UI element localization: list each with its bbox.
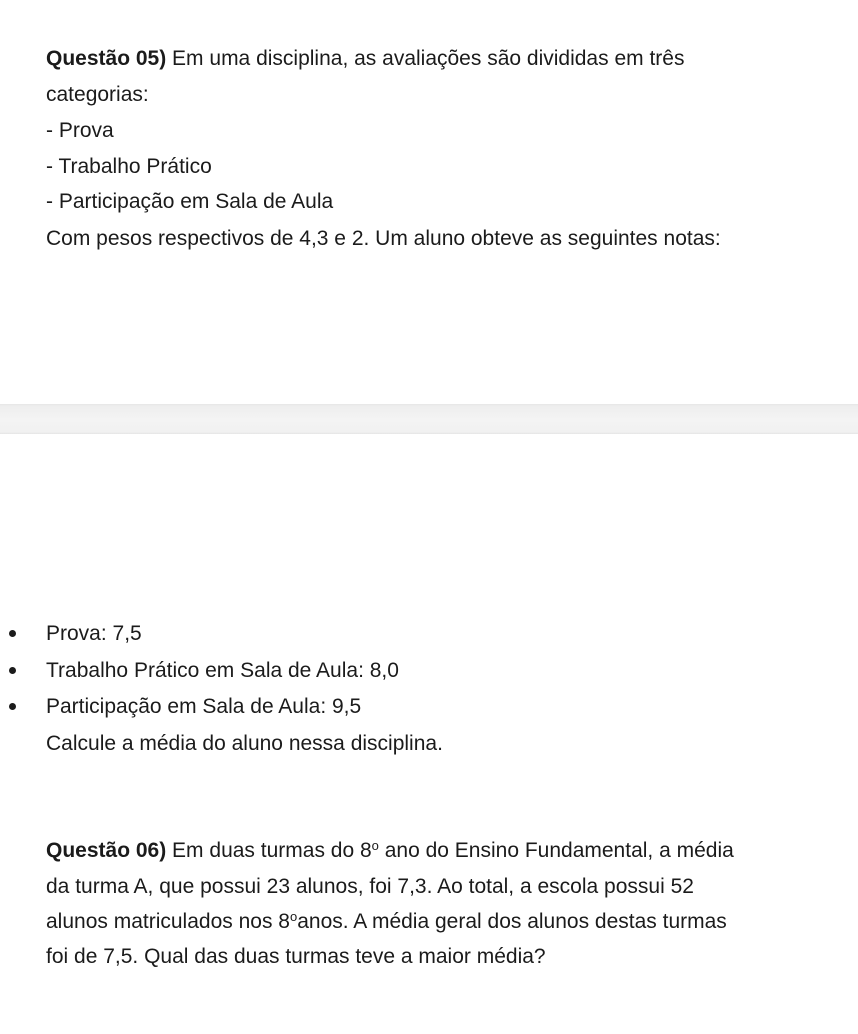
q05-category-trabalho: - Trabalho Prático	[46, 155, 212, 178]
bullet-icon	[9, 703, 16, 710]
q05-line-1	[46, 46, 684, 72]
q06-line-3b: anos. A média geral dos alunos destas turmas	[297, 910, 727, 933]
q06-ordinal-2: o	[289, 909, 298, 924]
bullet-icon	[9, 630, 16, 637]
q06-line-3a: alunos matriculados nos 8	[46, 910, 290, 933]
q06-label: Questão 06)	[46, 839, 167, 862]
q05-grade-prova: Prova: 7,5	[46, 622, 142, 645]
q06-line-1a: Em duas turmas do 8	[166, 839, 372, 862]
bullet-icon	[9, 667, 16, 674]
q05-line-2: categorias:	[46, 83, 149, 106]
q06-line-1b: ano do Ensino Fundamental, a média	[378, 839, 734, 862]
q06-line-1	[46, 838, 734, 864]
q06-ordinal: o	[371, 838, 379, 853]
q05-grade-trabalho: Trabalho Prático em Sala de Aula: 8,0	[46, 659, 399, 682]
q06-line-3	[46, 909, 727, 935]
q05-line-1-text: Em uma disciplina, as avaliações são divididas em três	[166, 47, 685, 70]
q05-weights-line: Com pesos respectivos de 4,3 e 2. Um aluno obteve as seguintes notas:	[46, 227, 721, 250]
q06-line-4: foi de 7,5. Qual das duas turmas teve a maior média?	[46, 945, 546, 968]
q05-closing: Calcule a média do aluno nessa disciplina.	[46, 732, 443, 755]
q05-category-participacao: - Participação em Sala de Aula	[46, 190, 334, 213]
q05-grade-participacao: Participação em Sala de Aula: 9,5	[46, 695, 362, 718]
page-break-divider	[0, 404, 858, 434]
q06-line-2: da turma A, que possui 23 alunos, foi 7,3. Ao total, a escola possui 52	[46, 875, 694, 898]
q05-category-prova: - Prova	[46, 119, 114, 142]
q05-label: Questão 05)	[46, 47, 167, 70]
